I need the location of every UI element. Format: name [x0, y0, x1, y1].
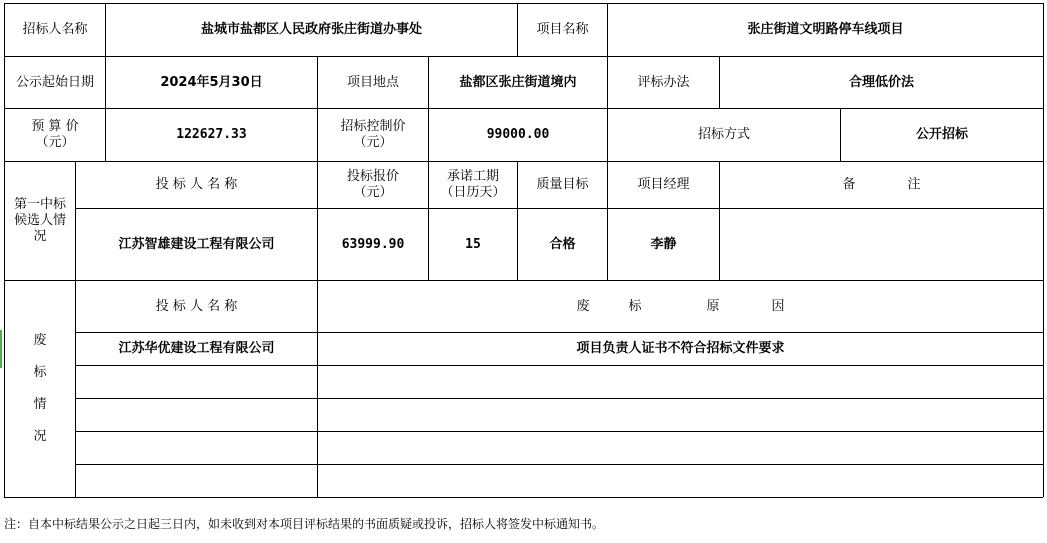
header-bid-price-text: 投标报价 [346, 169, 399, 184]
label-control-price-unit: （元） [353, 135, 393, 150]
label-first-candidate: 第一中标候选人情况 [13, 197, 66, 244]
void-row-name [76, 465, 317, 497]
void-row-name [76, 366, 317, 398]
void-row-name: 江苏华优建设工程有限公司 [118, 341, 275, 356]
value-budget: 122627.33 [176, 127, 247, 142]
grid-line [4, 497, 1043, 498]
header-period-text: 承诺工期 [446, 169, 499, 184]
value-project-name: 张庄街道文明路停车线项目 [747, 22, 904, 37]
void-row-name [76, 432, 317, 464]
value-control-price: 99000.00 [486, 127, 550, 142]
label-control-price-text: 招标控制价 [340, 119, 406, 134]
header-period-unit: （日历天） [440, 185, 506, 200]
header-period [429, 162, 517, 208]
value-project-location: 盐都区张庄街道境内 [459, 74, 577, 90]
void-section-char: 情 [33, 397, 47, 412]
label-bid-method: 招标方式 [697, 127, 750, 142]
void-section-char: 标 [33, 365, 47, 380]
label-project-location: 项目地点 [346, 74, 399, 90]
void-row-reason [318, 399, 1043, 431]
footnote: 注：自本中标结果公示之日起三日内，如未收到对本项目评标结果的书面质疑或投诉，招标人将签发中标通知书。 [4, 517, 605, 531]
header-void-bidder-name: 投 标 人 名 称 [155, 298, 238, 314]
label-project-name: 项目名称 [536, 22, 589, 37]
header-quality: 质量目标 [536, 177, 589, 192]
void-section-char: 况 [33, 429, 47, 444]
label-budget-unit: （元） [35, 135, 75, 150]
label-eval-method: 评标办法 [637, 74, 690, 90]
label-tenderer: 招标人名称 [22, 22, 88, 37]
void-row-reason [318, 465, 1043, 497]
value-eval-method: 合理低价法 [848, 74, 914, 90]
void-row-reason [318, 432, 1043, 464]
label-budget [5, 109, 105, 161]
candidate-price: 63999.90 [341, 236, 405, 252]
candidate-manager: 李静 [650, 236, 677, 252]
label-budget-text: 预 算 价 [31, 119, 79, 134]
selection-marker [0, 330, 2, 368]
label-announce-date: 公示起始日期 [15, 74, 94, 90]
value-tenderer: 盐城市盐都区人民政府张庄街道办事处 [200, 22, 422, 37]
header-bidder-name: 投 标 人 名 称 [155, 177, 238, 192]
candidate-quality: 合格 [549, 236, 576, 252]
void-row-reason [318, 366, 1043, 398]
void-row-reason: 项目负责人证书不符合招标文件要求 [576, 341, 785, 356]
label-void-section [5, 281, 75, 497]
void-row-name [76, 399, 317, 431]
candidate-name: 江苏智雄建设工程有限公司 [118, 236, 275, 252]
candidate-remarks [720, 209, 1043, 280]
value-announce-date: 2024年5月30日 [160, 74, 263, 90]
header-bid-price-unit: （元） [353, 185, 393, 200]
header-manager: 项目经理 [637, 177, 690, 192]
value-bid-method: 公开招标 [915, 127, 968, 142]
header-void-reason: 废 标 原 因 [576, 298, 785, 314]
grid-line [1043, 3, 1044, 497]
label-control-price [318, 109, 428, 161]
header-remarks: 备 注 [842, 177, 921, 192]
candidate-period: 15 [465, 236, 481, 252]
header-bid-price [318, 162, 428, 208]
void-section-char: 废 [33, 333, 47, 348]
